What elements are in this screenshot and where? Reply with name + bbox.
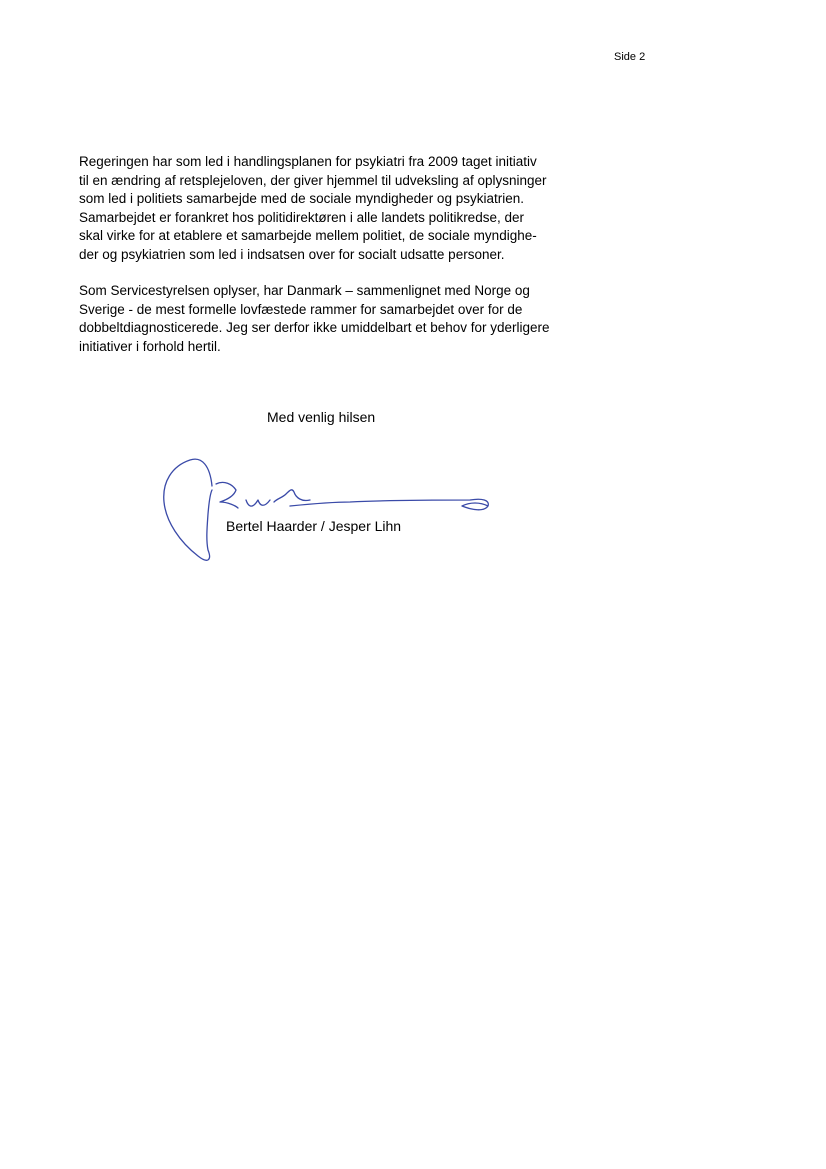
text-line: dobbeltdiagnosticerede. Jeg ser derfor ikke umiddelbart et behov for yderligere xyxy=(79,320,550,335)
text-line: Samarbejdet er forankret hos politidirektøren i alle landets politikredse, der xyxy=(79,209,524,225)
page-number: Side 2 xyxy=(614,51,646,63)
text-line: til en ændring af retsplejeloven, der giver hjemmel til udveksling af oplysninger xyxy=(79,172,547,188)
text-line: Regeringen har som led i handlingsplanen for psykiatri fra 2009 taget initiativ xyxy=(79,154,537,169)
text-line: der og psykiatrien som led i indsatsen over for socialt udsatte personer. xyxy=(79,246,505,262)
text-line: Sverige - de mest formelle lovfæstede rammer for samarbejdet over for de xyxy=(79,301,523,317)
letter-body xyxy=(79,153,579,356)
signer-names: Bertel Haarder / Jesper Lihn xyxy=(226,518,402,534)
closing-greeting: Med venlig hilsen xyxy=(267,409,376,425)
paragraph-2 xyxy=(79,282,579,356)
text-line: skal virke for at etablere et samarbejde mellem politiet, de sociale myndighe- xyxy=(79,228,537,243)
text-line: Som Servicestyrelsen oplyser, har Danmark – sammenlignet med Norge og xyxy=(79,283,530,298)
text-line: som led i politiets samarbejde med de sociale myndigheder og psykiatrien. xyxy=(79,191,524,206)
paragraph-spacer xyxy=(79,264,579,282)
handwritten-signature xyxy=(150,450,510,565)
text-line: initiativer i forhold hertil. xyxy=(79,338,221,354)
paragraph-1 xyxy=(79,153,579,264)
